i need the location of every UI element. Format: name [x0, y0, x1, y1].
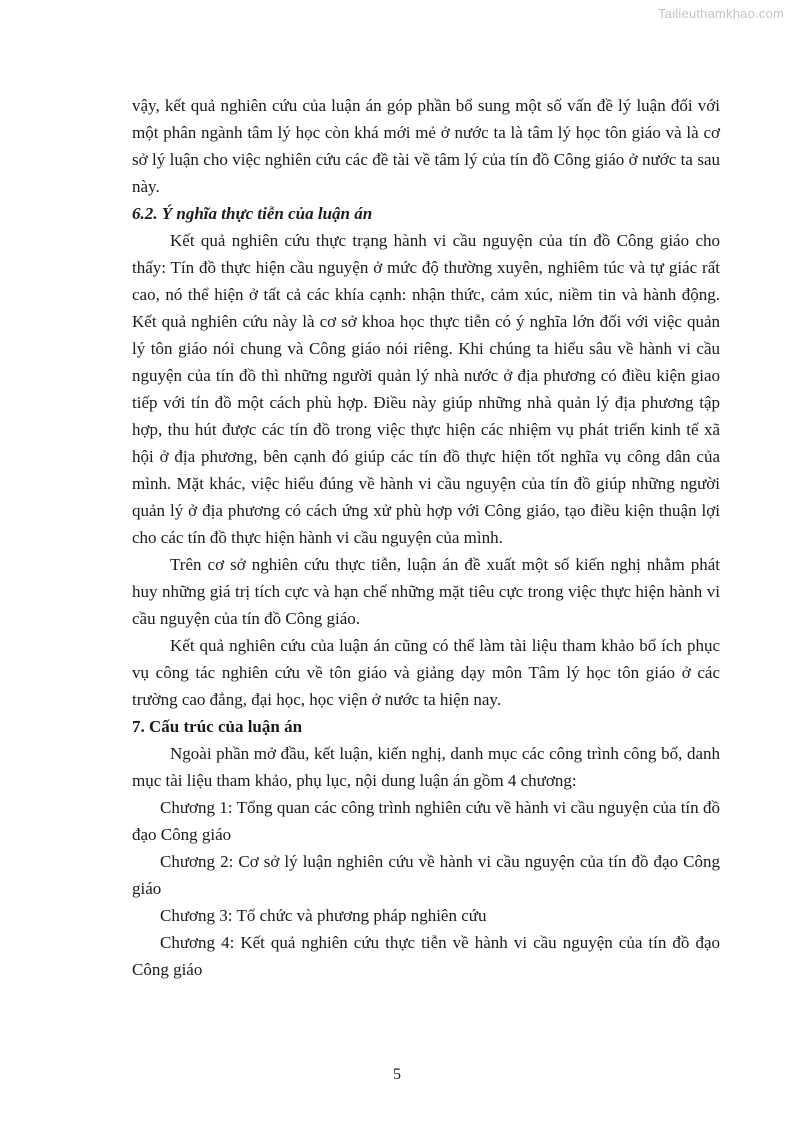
chapter-item-4: Chương 4: Kết quả nghiên cứu thực tiễn về hành vi cầu nguyện của tín đồ đạo Công giáo [132, 933, 720, 979]
paragraph-intro-continuation: vậy, kết quả nghiên cứu của luận án góp phần bổ sung một số vấn đề lý luận đối với một phân ngành tâm lý học còn khá mới mẻ ở nước ta là tâm lý học tôn giáo và là cơ sở lý luận cho việc nghiên cứu các đề tài về tâm lý của tín đồ Công giáo ở nước ta sau này. [132, 96, 720, 196]
paragraph-recommendations: Trên cơ sở nghiên cứu thực tiễn, luận án đề xuất một số kiến nghị nhằm phát huy những giá trị tích cực và hạn chế những mặt tiêu cực trong việc thực hiện hành vi cầu nguyện của tín đồ Công giáo. [132, 555, 720, 628]
section-heading-7: 7. Cấu trúc của luận án [132, 717, 303, 736]
chapter-item-3: Chương 3: Tổ chức và phương pháp nghiên cứu [160, 906, 487, 925]
paragraph-practical-results: Kết quả nghiên cứu thực trạng hành vi cầu nguyện của tín đồ Công giáo cho thấy: Tín đồ thực hiện cầu nguyện ở mức độ thường xuyên, nghiêm túc và tự giác rất cao, nó thể hiện ở tất cả các khía cạnh: nhận thức, cảm xúc, niềm tin và hành động. Kết quả nghiên cứu này là cơ sở khoa học thực tiễn có ý nghĩa lớn đối với việc quản lý tôn giáo nói chung và Công giáo nói riêng. Khi chúng ta hiểu sâu về hành vi cầu nguyện của tín đồ thì những người quản lý nhà nước ở địa phương có điều kiện giao tiếp với tín đồ một cách phù hợp. Điều này giúp những nhà quản lý địa phương tập hợp, thu hút được các tín đồ trong việc thực hiện các nhiệm vụ phát triển kinh tế xã hội ở địa phương, bên cạnh đó giúp các tín đồ thực hiện tốt nghĩa vụ công dân của mình. Mặt khác, việc hiểu đúng về hành vi cầu nguyện của tín đồ giúp những người quản lý ở địa phương có cách ứng xử phù hợp với Công giáo, tạo điều kiện thuận lợi cho các tín đồ thực hiện hành vi cầu nguyện của mình. [132, 231, 720, 547]
document-body [132, 92, 720, 983]
paragraph-reference-value: Kết quả nghiên cứu của luận án cũng có thể làm tài liệu tham khảo bổ ích phục vụ công tác nghiên cứu về tôn giáo và giảng dạy môn Tâm lý học tôn giáo ở các trường cao đẳng, đại học, học viện ở nước ta hiện nay. [132, 636, 720, 709]
page-number: 5 [393, 1066, 401, 1083]
watermark: Tailieuthamkhao.com [658, 6, 784, 21]
chapter-item-1: Chương 1: Tổng quan các công trình nghiên cứu về hành vi cầu nguyện của tín đồ đạo Công giáo [132, 798, 720, 844]
chapter-item-2: Chương 2: Cơ sở lý luận nghiên cứu về hành vi cầu nguyện của tín đồ đạo Công giáo [132, 852, 720, 898]
paragraph-structure-intro: Ngoài phần mở đầu, kết luận, kiến nghị, danh mục các công trình công bố, danh mục tài liệu tham khảo, phụ lục, nội dung luận án gồm 4 chương: [132, 744, 720, 790]
section-heading-6-2: 6.2. Ý nghĩa thực tiễn của luận án [132, 204, 373, 223]
